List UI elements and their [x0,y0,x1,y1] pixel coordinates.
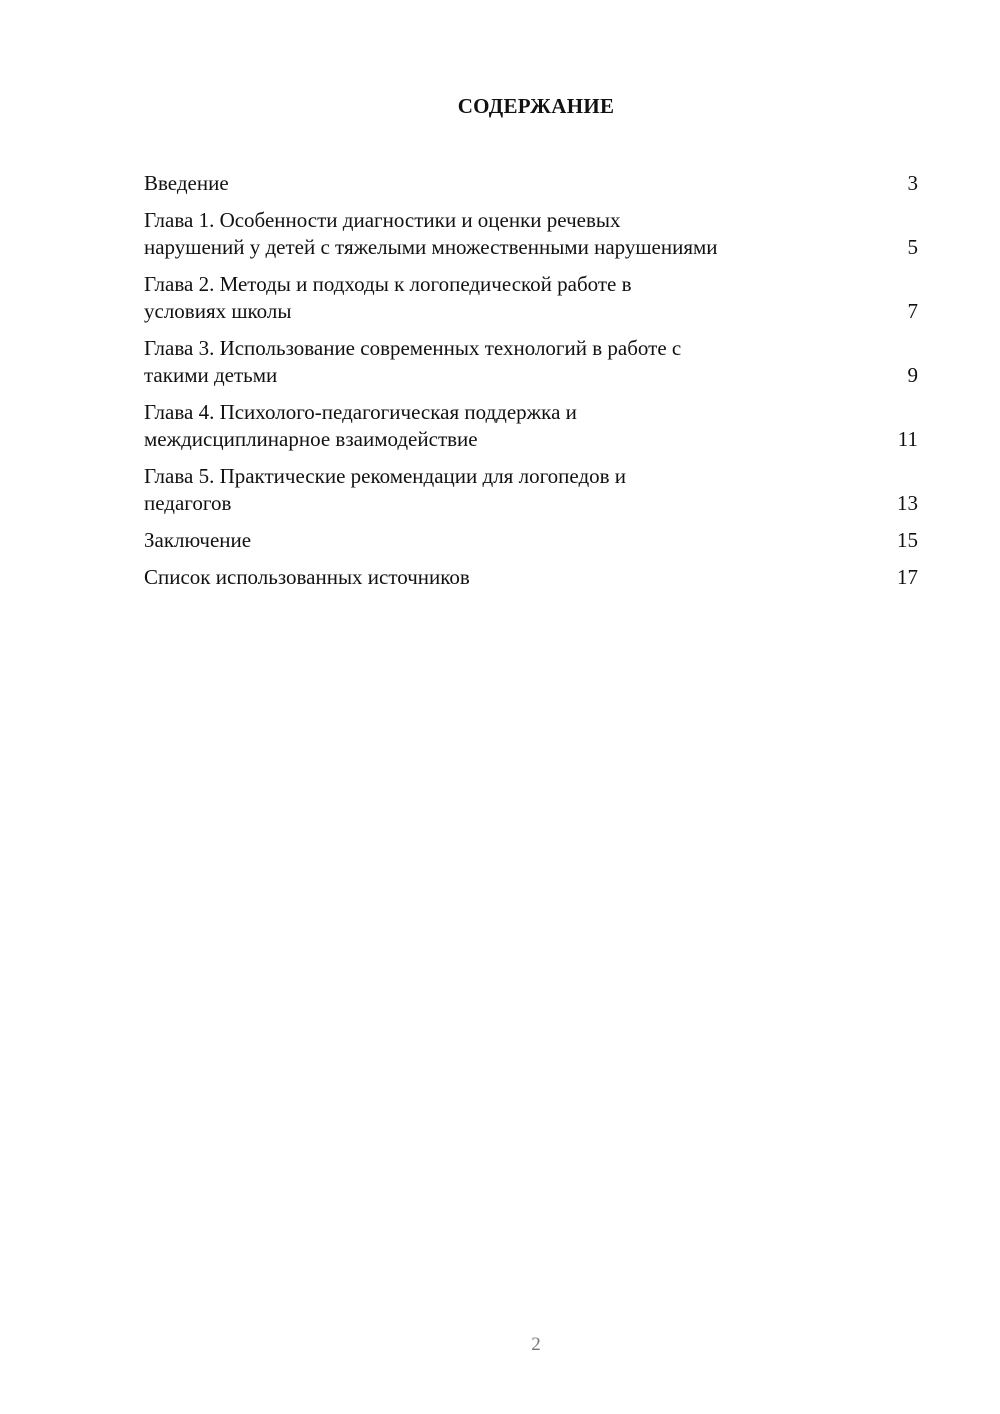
toc-entry-text [144,399,888,453]
toc-entry-text [144,271,888,325]
toc-entry-page: 9 [907,363,918,387]
toc-entry-line: Заключение [144,528,252,552]
toc-entry-text [144,564,888,591]
toc-entry-line: Список использованных источников [144,565,470,589]
toc-entry-line: нарушений у детей с тяжелыми множественными нарушениями [144,235,718,259]
toc-entry-line: Глава 1. Особенности диагностики и оценки речевых [144,208,621,232]
toc-entry-page: 7 [907,299,918,323]
toc-entry-line: Глава 3. Использование современных технологий в работе с [144,336,682,360]
toc-entry-page: 17 [897,565,918,589]
toc-entry-line: условиях школы [144,299,292,323]
toc-entry-chapter-5 [144,463,918,517]
toc-title: СОДЕРЖАНИЕ [457,94,615,118]
toc-entry-page: 15 [897,528,918,552]
page-number: 2 [531,1334,541,1355]
toc-entry-page: 13 [897,491,918,515]
toc-entry-references [144,564,918,591]
toc-entry-chapter-2 [144,271,918,325]
toc-entry-text [144,170,888,197]
toc-entry-line: Введение [144,171,229,195]
toc-entry-chapter-4 [144,399,918,453]
table-of-contents [144,170,918,601]
toc-entry-text [144,335,888,389]
toc-entry-chapter-3 [144,335,918,389]
toc-entry-page: 5 [907,235,918,259]
toc-entry-page: 11 [897,427,918,451]
toc-entry-introduction [144,170,918,197]
toc-entry-line: междисциплинарное взаимодействие [144,427,478,451]
toc-entry-page: 3 [907,171,918,195]
toc-entry-text [144,527,888,554]
toc-entry-line: Глава 4. Психолого-педагогическая поддержка и [144,400,577,424]
toc-entry-line: Глава 2. Методы и подходы к логопедической работе в [144,272,632,296]
toc-entry-text [144,207,888,261]
toc-entry-line: педагогов [144,491,232,515]
toc-entry-text [144,463,888,517]
toc-entry-line: такими детьми [144,363,278,387]
toc-entry-chapter-1 [144,207,918,261]
toc-entry-line: Глава 5. Практические рекомендации для логопедов и [144,464,627,488]
toc-entry-conclusion [144,527,918,554]
